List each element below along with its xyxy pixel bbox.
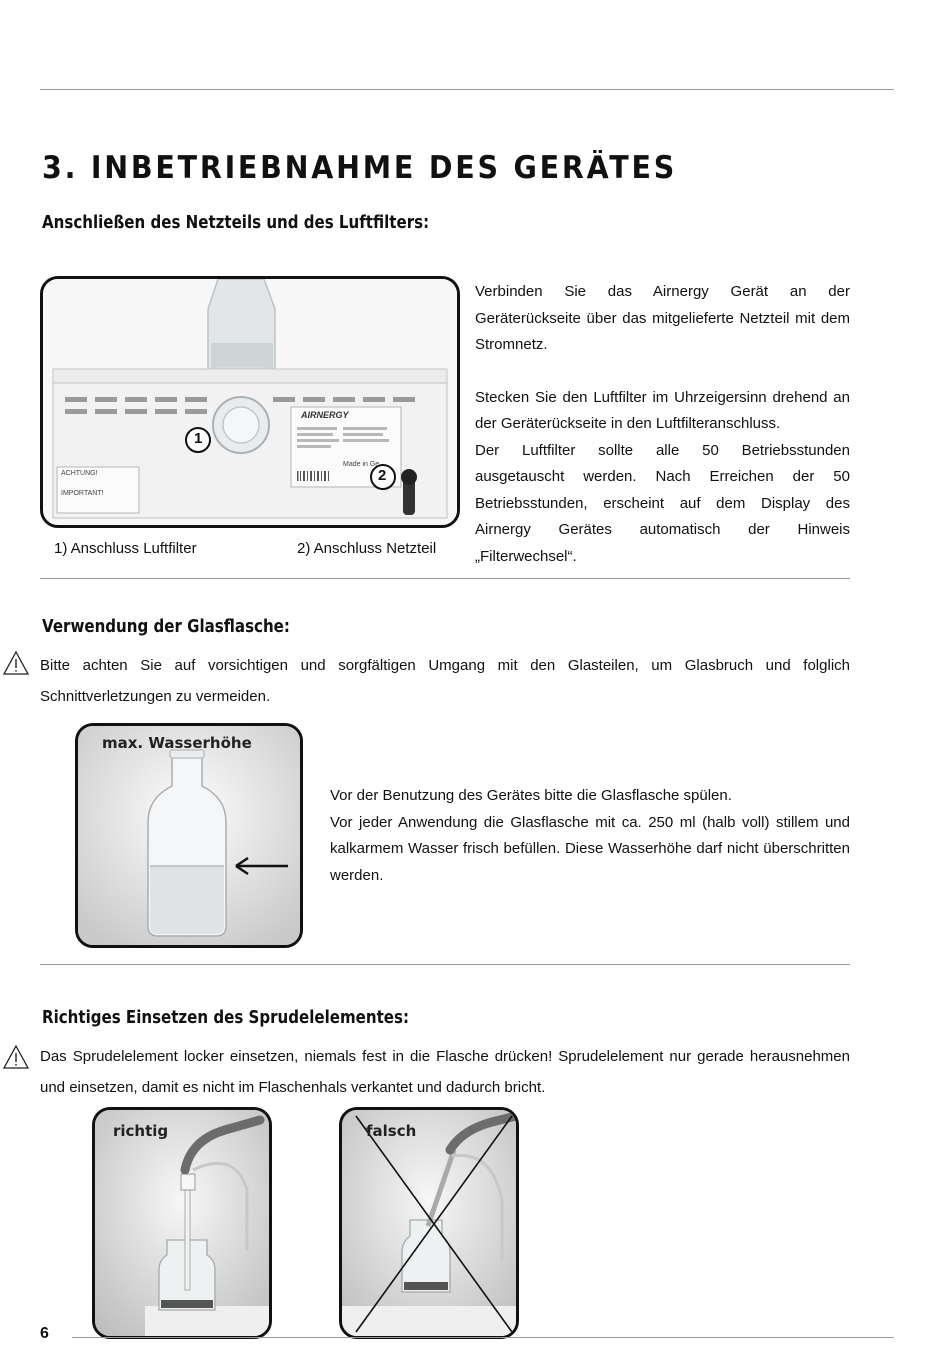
section-heading-connection: Anschließen des Netzteils und des Luftfilters: xyxy=(42,213,430,233)
page-title: 3. INBETRIEBNAHME DES GERÄTES xyxy=(42,150,678,186)
section2-text xyxy=(330,783,850,889)
warning-label-achtung: ACHTUNG! xyxy=(61,470,98,477)
wrong-insertion-illustration xyxy=(342,1110,516,1336)
device-back-photo xyxy=(40,276,460,528)
marker-1: 1 xyxy=(194,430,203,447)
warning-icon xyxy=(2,1044,30,1070)
caption-power-supply: 2) Anschluss Netzteil xyxy=(297,540,437,557)
correct-label: richtig xyxy=(113,1122,169,1140)
device-back-illustration xyxy=(43,279,457,525)
bubble-warning-text: Das Sprudelelement locker einsetzen, niemals fest in die Flasche drücken! Sprudelelement nur gerade herausnehmen und einsetzen, damit es nicht im Flaschenhals verkantet und dadurch bricht. xyxy=(40,1048,850,1096)
footer-rule xyxy=(72,1337,894,1338)
section2-paragraph: Vor der Benutzung des Gerätes bitte die Glasflasche spülen. xyxy=(330,787,732,804)
correct-insertion-photo xyxy=(92,1107,272,1339)
device-brand-label: AIRNERGY xyxy=(301,410,349,420)
caption-air-filter: 1) Anschluss Luftfilter xyxy=(54,540,197,557)
section2-paragraph: Vor jeder Anwendung die Glasflasche mit ca. 250 ml (halb voll) stillem und kalkarmem Wasser frisch befüllen. Diese Wasserhöhe darf nicht überschritten werden. xyxy=(330,813,850,884)
glass-warning-text: Bitte achten Sie auf vorsichtigen und sorgfältigen Umgang mit den Glasteilen, um Glasbruch und folglich Schnittverletzungen zu vermeiden. xyxy=(40,657,850,705)
marker-2: 2 xyxy=(378,467,387,484)
warning-label-important: IMPORTANT! xyxy=(61,490,104,497)
section1-text xyxy=(475,279,850,570)
section-heading-glass-bottle: Verwendung der Glasflasche: xyxy=(42,617,290,637)
section1-paragraph: Verbinden Sie das Airnergy Gerät an der Geräterückseite über das mitgelieferte Netzteil mit dem Stromnetz. xyxy=(475,283,850,353)
made-in-label: Made in Ge xyxy=(343,461,380,468)
wrong-insertion-photo xyxy=(339,1107,519,1339)
wrong-label: falsch xyxy=(366,1122,417,1140)
bottle-illustration xyxy=(78,726,300,945)
top-rule xyxy=(40,89,894,90)
page-number: 6 xyxy=(40,1325,49,1342)
section-heading-bubble-element: Richtiges Einsetzen des Sprudelelementes: xyxy=(42,1008,409,1028)
section-rule xyxy=(40,964,850,965)
warning-icon xyxy=(2,650,30,676)
section1-paragraph: Der Luftfilter sollte alle 50 Betriebsstunden ausgetauscht werden. Nach Erreichen der 50 Betriebsstunden, erscheint auf dem Display des Airnergy Gerätes automatisch der Hinweis „Filterwechsel“. xyxy=(475,441,850,565)
section-rule xyxy=(40,578,850,579)
correct-insertion-illustration xyxy=(95,1110,269,1336)
water-level-label: max. Wasserhöhe xyxy=(102,734,252,752)
bottle-water-level-photo xyxy=(75,723,303,948)
section1-paragraph: Stecken Sie den Luftfilter im Uhrzeigersinn drehend an der Geräterückseite in den Luftfilteranschluss. xyxy=(475,388,850,432)
